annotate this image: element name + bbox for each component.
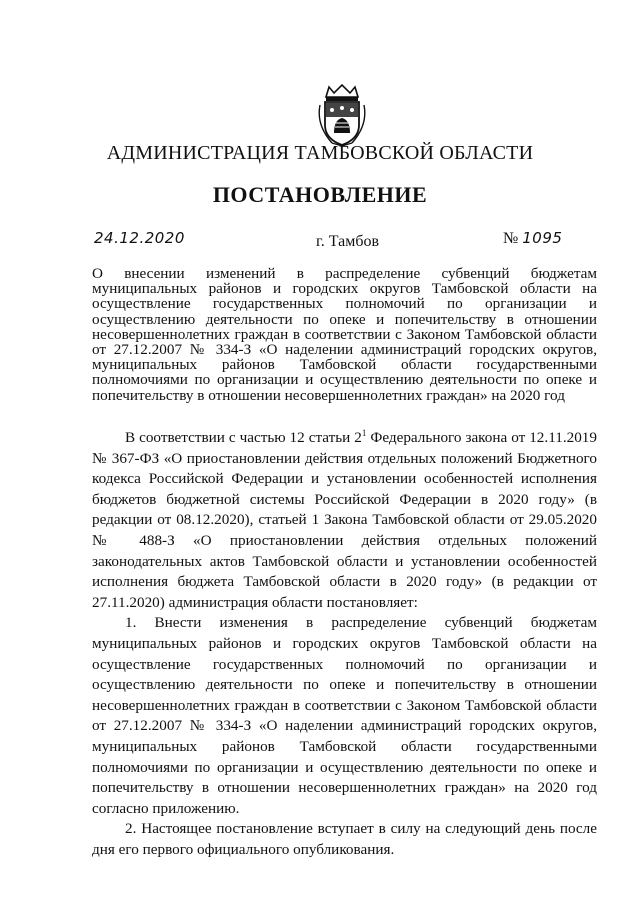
article-superscript: 1	[361, 428, 367, 438]
tambov-coat-of-arms-icon	[314, 83, 370, 147]
document-body	[92, 423, 597, 861]
number-value: 1095	[522, 229, 563, 247]
document-subject: О внесении изменений в распределение субвенций бюджетам муниципальных районов и городских округов Тамбовской области на осуществление государственных полномочий по организации и осуществлению деятельности по опеке и попечительству в отношении несовершеннолетних граждан в соответствии с Законом Тамбовской области от 27.12.2007 № 334-З «О наделении администраций городских округов, муниципальных районов Тамбовской области государственными полномочиями по организации и осуществлению деятельности по опеке и попечительству в отношении несовершеннолетних граждан» на 2020 год	[92, 265, 597, 404]
organization-title: АДМИНИСТРАЦИЯ ТАМБОВСКОЙ ОБЛАСТИ	[106, 142, 534, 164]
preamble-text-start: В соответствии с частью 12 статьи 2	[125, 429, 362, 447]
paragraph-preamble	[92, 423, 597, 613]
paragraph-item-1: 1. Внести изменения в распределение субвенций бюджетам муниципальных районов и городских округов Тамбовской области на осуществление государственных полномочий по организации и осуществлению деятельности по опеке и попечительству в отношении несовершеннолетних граждан в соответствии с Законом Тамбовской области от 27.12.2007 № 334-З «О наделении администраций городских округов, муниципальных районов Тамбовской области государственными полномочиями по организации и осуществлению деятельности по опеке и попечительству в отношении несовершеннолетних граждан» на 2020 год согласно приложению.	[92, 614, 597, 817]
document-number	[503, 229, 562, 248]
document-city: г. Тамбов	[316, 233, 380, 250]
document-date: 24.12.2020	[94, 229, 185, 247]
preamble-text-end: Федерального закона от 12.11.2019 № 367-ФЗ «О приостановлении действия отдельных положений Бюджетного кодекса Российской Федерации и установлении особенностей исполнения бюджетов бюджетной системы Российской Федерации в 2020 году» (в редакции от 08.12.2020), статьей 1 Закона Тамбовской области от 29.05.2020 № 488-З «О приостановлении действия отдельных положений законодательных актов Тамбовской области и установлении особенностей исполнения бюджета Тамбовской области в 2020 году» (в редакции от 27.11.2020) администрация области постановляет:	[92, 429, 597, 611]
document-type-title: ПОСТАНОВЛЕНИЕ	[212, 182, 428, 207]
paragraph-item-2: 2. Настоящее постановление вступает в силу на следующий день после дня его первого официального опубликования.	[92, 820, 597, 858]
number-sign: №	[503, 230, 519, 247]
